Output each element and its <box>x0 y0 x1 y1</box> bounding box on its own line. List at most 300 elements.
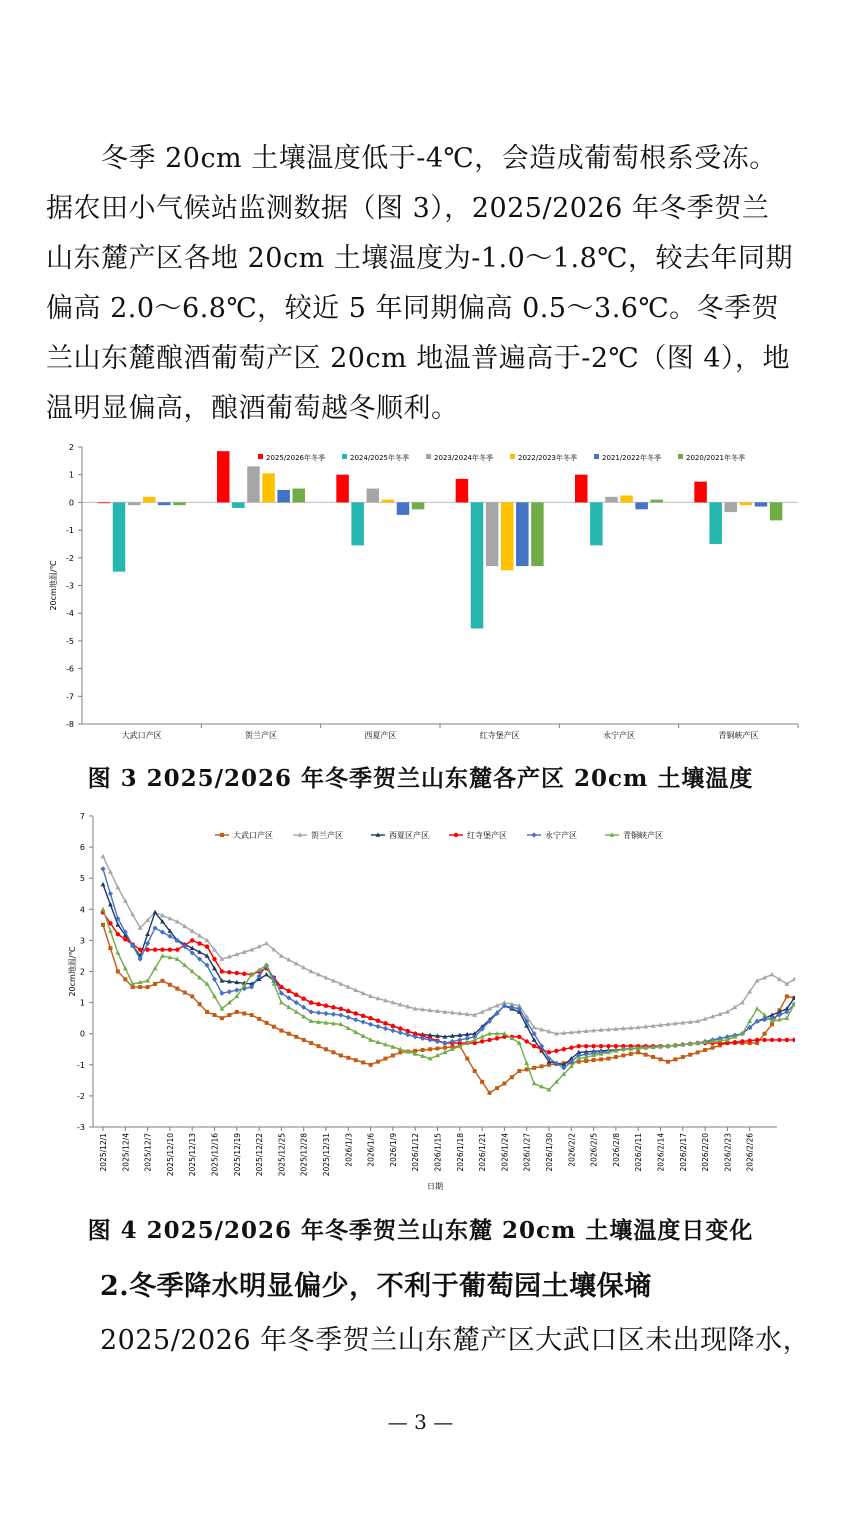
y-tick-label: -2 <box>77 1091 85 1101</box>
x-tick-label: 2025/12/13 <box>188 1133 198 1177</box>
y-tick-label: 2 <box>68 443 74 452</box>
category-label: 红寺堡产区 <box>479 731 520 740</box>
page-number: — 3 — <box>387 1410 454 1434</box>
data-point <box>354 1058 358 1062</box>
data-point <box>145 932 150 936</box>
bar <box>412 502 425 509</box>
data-point <box>160 930 165 935</box>
series-group <box>101 882 795 1067</box>
legend-label: 2025/2026年冬季 <box>266 454 325 462</box>
data-point <box>383 1021 387 1025</box>
y-axis-label: 20cm地温/℃ <box>49 560 58 611</box>
data-point <box>614 1055 618 1059</box>
legend-swatch <box>426 454 431 459</box>
bar <box>575 475 588 503</box>
data-point <box>213 1013 217 1017</box>
legend-swatch <box>342 454 347 459</box>
data-point <box>108 891 113 896</box>
data-point <box>168 983 172 987</box>
bar <box>158 502 171 505</box>
x-tick-label: 2026/1/9 <box>388 1133 398 1167</box>
bar <box>620 495 633 502</box>
category-label: 永宁产区 <box>603 731 635 740</box>
data-point <box>219 991 224 996</box>
x-tick-label: 2026/2/5 <box>589 1133 599 1167</box>
data-point <box>250 1013 254 1017</box>
series-line <box>103 906 795 1052</box>
data-point <box>376 1060 380 1064</box>
data-point <box>212 957 216 961</box>
x-tick-label: 2026/2/11 <box>634 1133 644 1172</box>
intro-line: 兰山东麓酿酒葡萄产区 20cm 地温普遍高于-2℃（图 4），地 <box>46 343 791 374</box>
x-tick-label: 2026/2/14 <box>656 1133 666 1172</box>
series-line <box>103 869 795 1068</box>
y-tick-label: -3 <box>77 1123 85 1132</box>
bar <box>293 489 306 503</box>
legend-swatch <box>258 454 263 459</box>
data-point <box>629 1052 633 1056</box>
category-label: 青铜峡产区 <box>718 731 759 740</box>
legend-swatch <box>678 454 683 459</box>
data-point <box>703 1048 707 1052</box>
data-point <box>160 953 165 957</box>
data-point <box>316 1010 321 1015</box>
data-point <box>242 1011 246 1015</box>
y-tick-label: -4 <box>66 609 74 619</box>
data-point <box>108 928 113 932</box>
data-point <box>331 1012 336 1017</box>
legend-label: 2020/2021年冬季 <box>686 454 745 462</box>
data-point <box>457 1037 462 1042</box>
legend-swatch <box>594 454 599 459</box>
data-point <box>666 1060 670 1064</box>
data-point <box>323 1011 328 1016</box>
bar <box>516 502 529 566</box>
data-point <box>376 1019 380 1023</box>
data-point <box>190 938 194 942</box>
data-point <box>532 1044 536 1048</box>
series-group <box>101 904 795 1055</box>
data-point <box>287 989 291 993</box>
x-tick-label: 2025/12/19 <box>232 1133 242 1177</box>
x-tick-label: 2025/12/22 <box>255 1133 265 1177</box>
data-point <box>279 1000 284 1004</box>
data-point <box>153 910 158 914</box>
bar <box>770 502 783 520</box>
data-point <box>532 1066 536 1070</box>
data-point <box>197 941 201 945</box>
data-point <box>454 833 458 837</box>
data-point <box>473 1069 477 1073</box>
data-point <box>421 1048 425 1052</box>
bar <box>143 497 156 503</box>
data-point <box>391 1024 395 1028</box>
series-group <box>101 923 795 1095</box>
data-point <box>488 1091 492 1095</box>
data-point <box>190 994 194 998</box>
data-point <box>599 1044 603 1048</box>
series-line <box>103 884 795 1064</box>
bar <box>486 502 499 566</box>
data-point <box>495 1086 499 1090</box>
legend-label: 2021/2022年冬季 <box>602 454 661 462</box>
legend-label: 永宁产区 <box>545 831 577 840</box>
category-label: 大武口产区 <box>121 731 162 740</box>
data-point <box>465 1036 470 1041</box>
data-point <box>480 1039 484 1043</box>
y-tick-label: 4 <box>79 905 85 915</box>
data-point <box>531 832 536 837</box>
bar <box>755 502 768 506</box>
legend-label: 红寺堡产区 <box>467 831 507 840</box>
bar <box>173 502 186 505</box>
intro-line: 冬季 20cm 土壤温度低于-4℃，会造成葡萄根系受冻。 <box>46 143 777 174</box>
data-point <box>383 1026 388 1031</box>
data-point <box>294 1035 298 1039</box>
x-tick-label: 2026/1/18 <box>455 1133 465 1172</box>
bar <box>232 502 245 508</box>
figure4-caption: 图 4 2025/2026 年冬季贺兰山东麓 20cm 土壤温度日变化 <box>87 1217 754 1244</box>
data-point <box>183 990 187 994</box>
category-label: 贺兰产区 <box>245 731 277 740</box>
bar <box>262 473 275 502</box>
data-point <box>116 970 120 974</box>
y-tick-label: 0 <box>79 1029 85 1039</box>
bar <box>397 502 410 514</box>
data-point <box>510 1075 514 1079</box>
data-point <box>101 854 106 858</box>
y-tick-label: 2 <box>79 967 85 977</box>
data-point <box>279 1029 283 1033</box>
x-tick-label: 2026/2/17 <box>678 1133 688 1172</box>
legend-label: 贺兰产区 <box>311 831 343 840</box>
legend-label: 2023/2024年冬季 <box>434 454 493 462</box>
data-point <box>711 1046 715 1050</box>
data-point <box>480 1080 484 1084</box>
data-point <box>302 997 306 1001</box>
intro-line: 据农田小气候站监测数据（图 3），2025/2026 年冬季贺兰 <box>46 193 770 224</box>
data-point <box>569 1045 573 1049</box>
x-tick-label: 2025/12/31 <box>322 1133 331 1177</box>
bar <box>635 502 648 509</box>
data-point <box>331 1005 335 1009</box>
data-point <box>264 941 269 945</box>
data-point <box>101 923 105 927</box>
data-point <box>346 1009 350 1013</box>
data-point <box>502 1081 506 1085</box>
data-point <box>361 1019 366 1024</box>
data-point <box>792 977 795 981</box>
series-group <box>101 854 795 1036</box>
data-point <box>160 979 164 983</box>
y-tick-label: -1 <box>77 1060 85 1070</box>
bar <box>694 482 707 503</box>
data-point <box>175 948 179 952</box>
data-point <box>205 944 209 948</box>
y-tick-label: -5 <box>66 636 74 646</box>
data-point <box>316 1002 320 1006</box>
x-tick-label: 2025/12/4 <box>121 1133 131 1172</box>
data-point <box>287 1032 291 1036</box>
data-point <box>227 1013 231 1017</box>
data-point <box>740 1039 744 1043</box>
data-point <box>375 1024 380 1029</box>
x-tick-label: 2026/1/12 <box>411 1133 421 1172</box>
data-point <box>346 1015 351 1020</box>
data-point <box>532 1081 537 1085</box>
data-point <box>495 1036 499 1040</box>
x-tick-label: 2025/12/1 <box>99 1133 108 1172</box>
y-tick-label: 1 <box>79 998 85 1008</box>
data-point <box>785 1038 789 1042</box>
data-point <box>584 1044 588 1048</box>
data-point <box>220 833 224 837</box>
bar <box>336 475 349 503</box>
bar <box>531 502 544 566</box>
data-point <box>644 1053 648 1057</box>
bar <box>709 502 722 544</box>
data-point <box>361 1014 365 1018</box>
data-point <box>205 1010 209 1014</box>
figure3-bar-chart <box>40 437 810 749</box>
data-point <box>138 948 142 952</box>
x-tick-label: 2026/2/8 <box>611 1133 621 1167</box>
x-tick-label: 2026/2/26 <box>745 1133 755 1172</box>
data-point <box>487 1038 491 1042</box>
data-point <box>748 1038 752 1042</box>
data-point <box>614 1044 618 1048</box>
data-point <box>398 1026 402 1030</box>
x-tick-label: 2025/12/7 <box>143 1133 153 1172</box>
data-point <box>755 1006 760 1010</box>
bar <box>247 466 260 502</box>
data-point <box>101 907 106 911</box>
bar <box>382 500 395 503</box>
data-point <box>138 985 142 989</box>
y-axis-label: 20cm地温/℃ <box>68 946 77 997</box>
data-point <box>443 1046 447 1050</box>
y-tick-label: 1 <box>68 470 74 480</box>
data-point <box>116 932 120 936</box>
data-point <box>621 1053 625 1057</box>
series-group <box>101 876 795 1092</box>
data-point <box>733 1040 737 1044</box>
data-point <box>146 985 150 989</box>
y-tick-label: 0 <box>68 498 74 508</box>
data-point <box>673 1057 677 1061</box>
data-point <box>517 1035 521 1039</box>
data-point <box>428 1047 432 1051</box>
bar <box>651 500 664 503</box>
data-point <box>436 1046 440 1050</box>
data-point <box>361 1060 365 1064</box>
section-heading: 2.冬季降水明显偏少，不利于葡萄园土壤保墒 <box>100 1271 652 1302</box>
bar <box>277 490 290 502</box>
y-tick-label: -6 <box>66 664 74 674</box>
x-tick-label: 2025/12/25 <box>277 1133 287 1177</box>
data-point <box>390 1028 395 1033</box>
data-point <box>108 902 113 906</box>
data-point <box>354 1011 358 1015</box>
data-point <box>353 1017 358 1022</box>
y-tick-label: -8 <box>66 720 74 729</box>
data-point <box>785 994 789 998</box>
category-label: 西夏产区 <box>364 731 397 740</box>
data-point <box>606 1057 610 1061</box>
data-point <box>562 1047 566 1051</box>
data-point <box>100 866 105 871</box>
x-tick-label: 2026/1/3 <box>344 1133 354 1167</box>
data-point <box>235 1010 239 1014</box>
data-point <box>346 1056 350 1060</box>
data-point <box>265 1021 269 1025</box>
bar <box>740 502 753 505</box>
data-point <box>659 1057 663 1061</box>
data-point <box>398 1030 403 1035</box>
data-point <box>525 1039 529 1043</box>
y-tick-label: 3 <box>79 936 85 946</box>
data-point <box>302 1038 306 1042</box>
data-point <box>606 1044 610 1048</box>
data-point <box>153 982 157 986</box>
data-point <box>369 1063 373 1067</box>
data-point <box>175 987 179 991</box>
data-point <box>770 972 775 976</box>
data-point <box>227 989 232 994</box>
data-point <box>442 1040 447 1045</box>
data-point <box>383 1057 387 1061</box>
data-point <box>242 972 246 976</box>
x-tick-label: 2025/12/10 <box>165 1133 175 1177</box>
data-point <box>592 1058 596 1062</box>
data-point <box>123 937 127 941</box>
x-tick-label: 2026/1/21 <box>478 1133 488 1172</box>
data-point <box>235 971 239 975</box>
bar <box>217 451 230 502</box>
x-tick-label: 2025/12/16 <box>210 1133 220 1177</box>
section-paragraph: 2025/2026 年冬季贺兰山东麓产区大武口区未出现降水， <box>100 1325 811 1356</box>
bar <box>725 502 738 512</box>
data-point <box>101 882 106 886</box>
data-point <box>696 1050 700 1054</box>
data-point <box>108 946 112 950</box>
data-point <box>115 885 120 889</box>
x-tick-label: 2026/1/6 <box>366 1133 376 1167</box>
data-point <box>524 1061 529 1065</box>
data-point <box>123 930 128 935</box>
x-tick-label: 2026/2/23 <box>723 1133 733 1172</box>
bar <box>128 502 141 505</box>
y-tick-label: 5 <box>79 874 85 884</box>
data-point <box>227 970 231 974</box>
data-point <box>309 1000 313 1004</box>
data-point <box>547 1050 551 1054</box>
y-tick-label: -3 <box>66 581 74 591</box>
data-point <box>777 1038 781 1042</box>
x-tick-label: 2026/1/27 <box>522 1133 532 1172</box>
data-point <box>577 1044 581 1048</box>
intro-line: 山东麓产区各地 20cm 土壤温度为-1.0～1.8℃，较去年同期 <box>46 243 793 274</box>
y-tick-label: -7 <box>66 692 74 702</box>
legend-label: 青铜峡产区 <box>623 831 663 840</box>
data-point <box>368 1022 373 1027</box>
data-point <box>405 1032 410 1037</box>
data-point <box>636 1050 640 1054</box>
x-tick-label: 2025/12/28 <box>299 1133 309 1177</box>
x-tick-label: 2026/1/30 <box>545 1133 554 1172</box>
data-point <box>599 1057 603 1061</box>
data-point <box>339 1007 343 1011</box>
data-point <box>651 1055 655 1059</box>
intro-paragraph <box>46 134 798 434</box>
data-point <box>591 1044 595 1048</box>
data-point <box>465 1057 469 1061</box>
data-point <box>755 1038 759 1042</box>
bar <box>351 502 364 545</box>
figure3-caption: 图 3 2025/2026 年冬季贺兰山东麓各产区 20cm 土壤温度 <box>87 765 754 792</box>
data-point <box>763 1032 767 1036</box>
data-point <box>368 1016 372 1020</box>
y-tick-label: 7 <box>79 812 85 821</box>
data-point <box>115 950 120 954</box>
data-point <box>391 1053 395 1057</box>
data-point <box>272 1025 276 1029</box>
series-group <box>100 866 795 1070</box>
data-point <box>517 1069 521 1073</box>
x-tick-label: 2026/1/24 <box>500 1133 510 1172</box>
bar <box>501 502 514 570</box>
y-tick-label: -1 <box>66 526 74 536</box>
bar <box>471 502 484 628</box>
data-point <box>123 977 127 981</box>
data-point <box>212 977 217 982</box>
x-tick-label: 2026/1/15 <box>433 1133 443 1172</box>
legend-label: 大武口产区 <box>233 831 273 840</box>
data-point <box>339 1053 343 1057</box>
legend-label: 2024/2025年冬季 <box>350 454 409 462</box>
data-point <box>294 993 298 997</box>
bar <box>367 489 380 503</box>
data-point <box>324 1047 328 1051</box>
bar <box>605 497 618 503</box>
bar <box>98 502 111 503</box>
data-point <box>770 1038 774 1042</box>
x-tick-label: 2026/2/20 <box>701 1133 711 1172</box>
data-point <box>279 985 283 989</box>
data-point <box>762 1038 766 1042</box>
bar <box>590 502 603 545</box>
x-axis-label: 日期 <box>427 1182 443 1191</box>
bar <box>456 479 469 503</box>
intro-line: 温明显偏高，酿酒葡萄越冬顺利。 <box>46 393 459 424</box>
data-point <box>584 1059 588 1063</box>
data-point <box>554 1049 558 1053</box>
data-point <box>688 1053 692 1057</box>
data-point <box>792 1038 795 1042</box>
data-point <box>309 1041 313 1045</box>
data-point <box>324 1004 328 1008</box>
y-tick-label: -2 <box>66 553 74 563</box>
intro-line: 偏高 2.0～6.8℃，较近 5 年同期偏高 0.5～3.6℃。冬季贺 <box>46 293 780 324</box>
y-tick-label: 6 <box>79 843 85 853</box>
data-point <box>220 1016 224 1020</box>
bar <box>113 502 126 571</box>
data-point <box>681 1055 685 1059</box>
legend-swatch <box>510 454 515 459</box>
data-point <box>168 948 172 952</box>
data-point <box>264 972 269 976</box>
figure4-line-chart <box>55 805 795 1200</box>
